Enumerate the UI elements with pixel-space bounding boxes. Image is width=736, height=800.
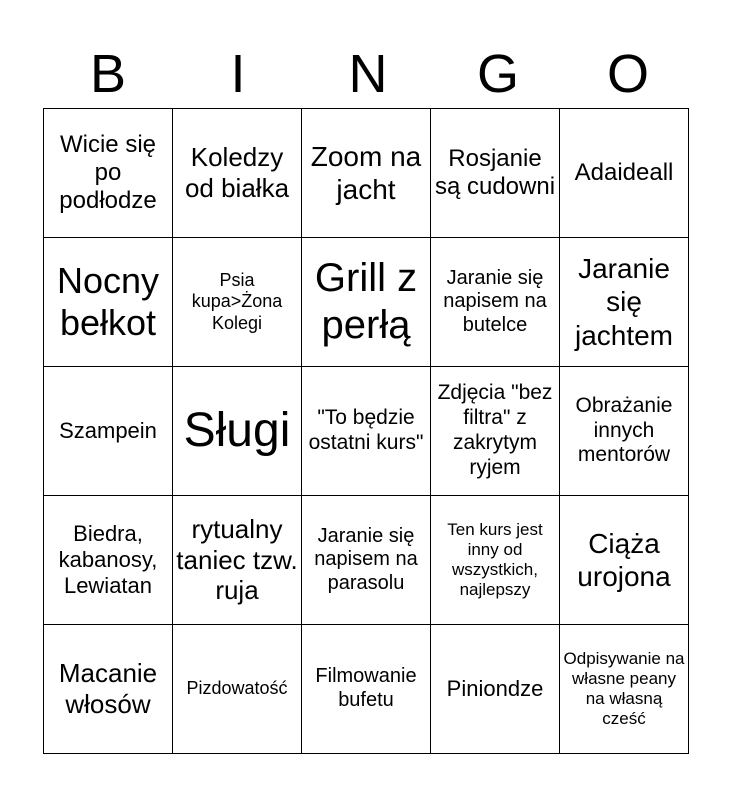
- bingo-cell[interactable]: Psia kupa>Żona Kolegi: [173, 238, 302, 367]
- bingo-cell[interactable]: Piniondze: [431, 625, 560, 754]
- header-letter-i: I: [230, 44, 246, 104]
- bingo-cell[interactable]: Zdjęcia "bez filtra" z zakrytym ryjem: [431, 367, 560, 496]
- bingo-cell[interactable]: Adaideall: [560, 109, 689, 238]
- grid-row-2: [44, 238, 689, 367]
- grid-row-4: [44, 496, 689, 625]
- header-letter-o: O: [606, 44, 649, 104]
- bingo-cell[interactable]: "To będzie ostatni kurs": [302, 367, 431, 496]
- grid-row-1: [44, 109, 689, 238]
- bingo-header: [43, 40, 693, 108]
- bingo-grid: [43, 108, 689, 754]
- bingo-cell[interactable]: Koledzy od białka: [173, 109, 302, 238]
- bingo-cell[interactable]: Zoom na jacht: [302, 109, 431, 238]
- bingo-cell[interactable]: Odpisywanie na własne peany na własną cześć: [560, 625, 689, 754]
- bingo-cell[interactable]: Pizdowatość: [173, 625, 302, 754]
- bingo-cell[interactable]: Macanie włosów: [44, 625, 173, 754]
- bingo-cell[interactable]: Szampein: [44, 367, 173, 496]
- bingo-cell[interactable]: Nocny bełkot: [44, 238, 173, 367]
- bingo-cell[interactable]: Obrażanie innych mentorów: [560, 367, 689, 496]
- bingo-cell[interactable]: Filmowanie bufetu: [302, 625, 431, 754]
- bingo-cell[interactable]: Biedra, kabanosy, Lewiatan: [44, 496, 173, 625]
- bingo-cell[interactable]: rytualny taniec tzw. ruja: [173, 496, 302, 625]
- bingo-cell[interactable]: Jaranie się napisem na parasolu: [302, 496, 431, 625]
- grid-row-5: [44, 625, 689, 754]
- bingo-cell[interactable]: Rosjanie są cudowni: [431, 109, 560, 238]
- header-letter-g: G: [476, 44, 519, 104]
- bingo-cell[interactable]: Ciąża urojona: [560, 496, 689, 625]
- bingo-cell[interactable]: Jaranie się napisem na butelce: [431, 238, 560, 367]
- header-letter-n: N: [348, 44, 388, 104]
- bingo-cell[interactable]: Sługi: [173, 367, 302, 496]
- bingo-cell[interactable]: Ten kurs jest inny od wszystkich, najlepszy: [431, 496, 560, 625]
- grid-row-3: [44, 367, 689, 496]
- bingo-cell[interactable]: Jaranie się jachtem: [560, 238, 689, 367]
- bingo-cell[interactable]: Wicie się po podłodze: [44, 109, 173, 238]
- header-letter-b: B: [89, 44, 127, 104]
- bingo-cell[interactable]: Grill z perłą: [302, 238, 431, 367]
